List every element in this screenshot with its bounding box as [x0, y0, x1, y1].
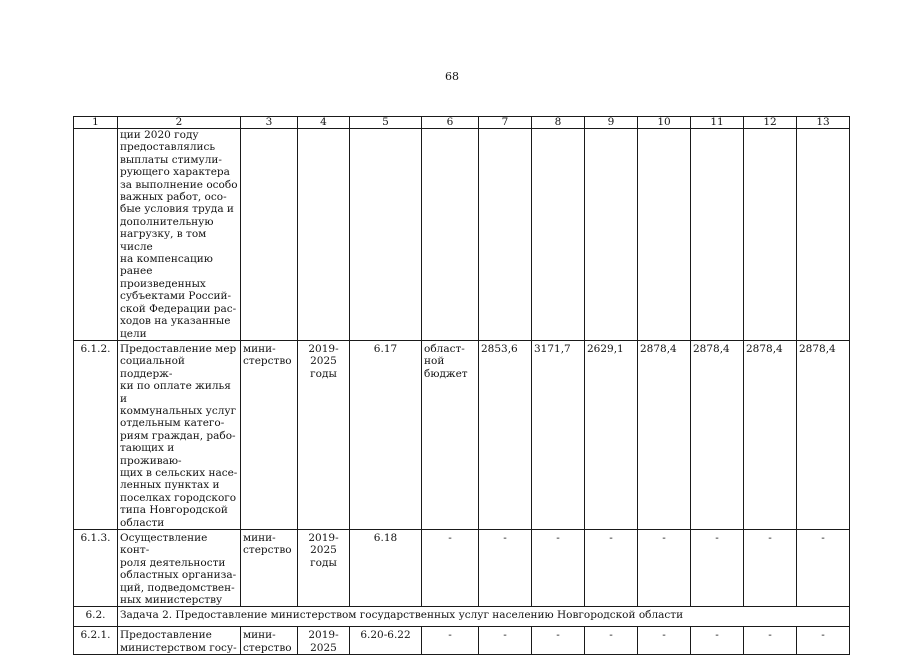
executor-cell: мини- стерство	[241, 340, 298, 529]
source-cell	[422, 129, 479, 341]
column-number: 12	[744, 117, 797, 129]
value-cell: -	[797, 627, 850, 655]
value-cell: -	[638, 530, 691, 607]
row-number-cell: 6.2.	[74, 607, 118, 627]
value-cell: 3171,7	[532, 340, 585, 529]
page-number: 68	[445, 70, 459, 83]
column-number: 8	[532, 117, 585, 129]
row-number-cell: 6.1.3.	[74, 530, 118, 607]
period-cell: 2019- 2025 годы	[298, 340, 350, 529]
row-number-cell	[74, 129, 118, 341]
column-number: 2	[118, 117, 241, 129]
column-number: 10	[638, 117, 691, 129]
value-cell: -	[532, 627, 585, 655]
column-number: 6	[422, 117, 479, 129]
column-number: 5	[350, 117, 422, 129]
value-cell: -	[479, 530, 532, 607]
value-cell: -	[691, 530, 744, 607]
column-number: 13	[797, 117, 850, 129]
table-row	[74, 340, 850, 529]
value-cell	[691, 129, 744, 341]
executor-cell: мини- стерство	[241, 530, 298, 607]
table-row	[74, 627, 850, 655]
value-cell: -	[744, 530, 797, 607]
column-number: 4	[298, 117, 350, 129]
column-number: 11	[691, 117, 744, 129]
value-cell: 2878,4	[638, 340, 691, 529]
column-number-row	[74, 117, 850, 129]
value-cell	[479, 129, 532, 341]
source-cell: -	[422, 627, 479, 655]
value-cell	[532, 129, 585, 341]
executor-cell: мини- стерство	[241, 627, 298, 655]
value-cell: -	[585, 627, 638, 655]
source-cell: област- ной бюджет	[422, 340, 479, 529]
value-cell: 2878,4	[691, 340, 744, 529]
column-number: 9	[585, 117, 638, 129]
value-cell	[638, 129, 691, 341]
source-cell: -	[422, 530, 479, 607]
indicator-cell: 6.17	[350, 340, 422, 529]
task-title-cell: Задача 2. Предоставление министерством государственных услуг населению Новгородской области	[118, 607, 850, 627]
value-cell: 2853,6	[479, 340, 532, 529]
value-cell: -	[585, 530, 638, 607]
indicator-cell: 6.20-6.22	[350, 627, 422, 655]
row-number-cell: 6.1.2.	[74, 340, 118, 529]
table-row	[74, 129, 850, 341]
value-cell: 2878,4	[744, 340, 797, 529]
indicator-cell: 6.18	[350, 530, 422, 607]
column-number: 1	[74, 117, 118, 129]
task-row	[74, 607, 850, 627]
value-cell: -	[797, 530, 850, 607]
value-cell	[585, 129, 638, 341]
row-number-cell: 6.2.1.	[74, 627, 118, 655]
table-row	[74, 530, 850, 607]
period-cell	[298, 129, 350, 341]
description-cell: Предоставление мер социальной поддерж- ки по оплате жилья и коммунальных услуг отдельным катего- риям граждан, рабо- тающих и проживаю- щих в сельских насе- ленных пунктах и поселках городского типа Новгородской области	[118, 340, 241, 529]
column-number: 7	[479, 117, 532, 129]
value-cell: -	[532, 530, 585, 607]
period-cell: 2019- 2025 годы	[298, 530, 350, 607]
value-cell: -	[744, 627, 797, 655]
value-cell: 2629,1	[585, 340, 638, 529]
column-number: 3	[241, 117, 298, 129]
indicator-cell	[350, 129, 422, 341]
period-cell: 2019- 2025	[298, 627, 350, 655]
value-cell: -	[691, 627, 744, 655]
value-cell: -	[638, 627, 691, 655]
value-cell: 2878,4	[797, 340, 850, 529]
value-cell: -	[479, 627, 532, 655]
description-cell: ции 2020 году предоставлялись выплаты стимули- рующего характера за выполнение особо важных работ, осо- бые условия труда и дополнительную нагрузку, в том числе на компенсацию ранее произведенных субъектами Россий- ской Федерации рас- ходов на указанные цели	[118, 129, 241, 341]
program-table	[73, 116, 850, 655]
description-cell: Осуществление конт- роля деятельности областных организа- ций, подведомствен- ных министерству	[118, 530, 241, 607]
executor-cell	[241, 129, 298, 341]
value-cell	[744, 129, 797, 341]
value-cell	[797, 129, 850, 341]
description-cell: Предоставление министерством госу-	[118, 627, 241, 655]
